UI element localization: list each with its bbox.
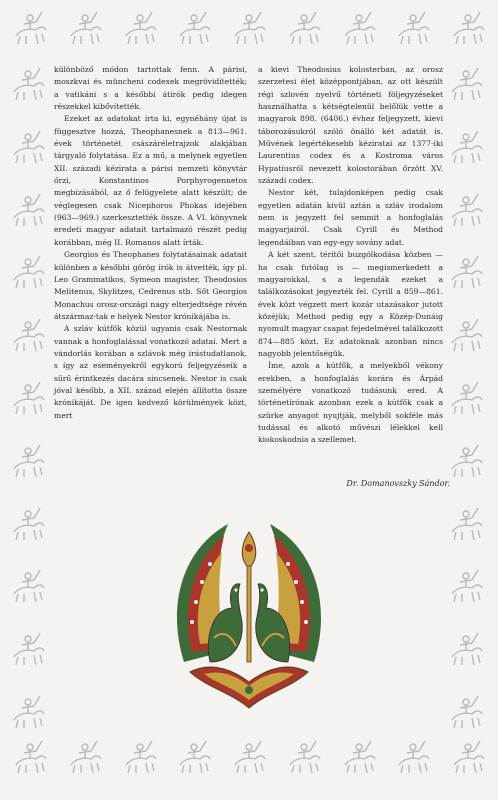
horse-rider-icon	[446, 313, 486, 355]
author-signature: Dr. Domanovszky Sándor.	[346, 479, 450, 488]
horse-rider-icon	[284, 6, 324, 48]
horse-rider-icon	[120, 735, 160, 777]
horse-rider-icon	[446, 564, 486, 606]
horse-rider-icon	[8, 125, 48, 167]
horse-rider-icon	[339, 735, 379, 777]
horse-rider-icon	[393, 6, 433, 48]
horse-rider-icon	[446, 188, 486, 230]
horse-rider-icon	[8, 439, 48, 481]
horse-rider-icon	[8, 502, 48, 544]
paragraph: különböző módon tartottak fenn. A párisi, moszkvai és müncheni codexek megrövidítették; a vatikáni s a későbbi átírók pedig idegen részekkel kibővítették.	[54, 65, 247, 112]
horse-rider-icon	[446, 690, 486, 732]
horse-rider-icon	[284, 735, 324, 777]
horse-rider-icon	[120, 6, 160, 48]
horse-rider-icon	[229, 6, 269, 48]
horse-rider-icon	[8, 62, 48, 104]
ornamental-border-top	[10, 6, 488, 58]
horse-rider-icon	[8, 188, 48, 230]
paragraph: A két szent, térítői buzgólkodása közben — ha csak futólag is — megismerkedett a magyarokkal, s a legendák ezeket a találkozásokat jegyezték fel. Cyrill a 859—861. évek közt végzett mert kozár utazásakor jutott közéjük; Method pedig egy a Közép-Dunáig nyomult magyar csapat fejedelmével találkozott 874—885 közt. Ez adatoknak azonban nincs nagyobb jelentőségük.	[258, 250, 443, 358]
text-column-left	[54, 64, 247, 422]
horse-rider-icon	[446, 376, 486, 418]
horse-rider-icon	[8, 376, 48, 418]
horse-rider-icon	[446, 502, 486, 544]
horse-rider-icon	[393, 735, 433, 777]
paragraph: Íme, azok a kútfők, a melyekből vékony erekben, a honfoglalás korára és Árpád személyére vonatkozó tudásunk ered. A történetírónak azonban ezek a kútfők csak a szürke anyagot nyujtják, melyből sokféle más tudással és alkotó művészi lélekkel kell kiokoskodnia a szellemet.	[258, 361, 443, 445]
horse-rider-icon	[448, 6, 488, 48]
paragraph: Georgios és Theophanes folytatásainak adatait különben a későbbi görög írók is átvették, így pl. Leo Grammatikos, Symeon magister, Theodosios Melitenus, Skylitzes, Cedrenus stb. Sőt Georgios Monachus orosz-országi nagy elterjedtsége révén átszármaz-tak e helyek Nestor krónikájába is.	[54, 250, 247, 321]
ornamental-border-right	[446, 62, 490, 732]
ornamental-border-bottom	[10, 735, 488, 791]
text-column-right	[258, 64, 443, 447]
peacock-emblem-icon	[170, 512, 328, 712]
paragraph: Nestor két, tulajdonképen pedig csak egyetlen adatán kívül aztán a szláv irodalom nem is jegyzett fel semmit a honfoglalás magyarjairól. Csak Cyrill és Method legendáiban van egy-egy sovány adat.	[258, 188, 443, 247]
horse-rider-icon	[229, 735, 269, 777]
horse-rider-icon	[65, 735, 105, 777]
horse-rider-icon	[8, 690, 48, 732]
paragraph: a kievi Theodosius kolosterban, az orosz szerzetesi élet középpontjában, az ott készült régi szlovén nyelvű történeti följegyzéseket használhatta s kétségtelenül belőlük vette a magyarok 898. (6406.) évhez feljegyzett, kievi táborozásukról szóló önálló két adatát is. Művének legértékesebb kéziratai az 1377-iki Laurentius codex és a Kostroma város Hypatiusról nevezett kolostorában őrzött XV. századi codex.	[258, 65, 443, 186]
horse-rider-icon	[446, 627, 486, 669]
paragraph: A szláv kútfők közül ugyanis csak Nestornak vannak a honfoglalással vonatkozó adatai. Mert a vándorlás korában a szlávok még írástudatlanok, s így az eseményekről egykorú feljegyzéseik a sűrű érintkezés dacára sincsenek. Nestor is csak jóval később, a XII. század elején állította össze krónikáját. De igen kedvező körülmények közt, mert	[54, 324, 247, 420]
horse-rider-icon	[339, 6, 379, 48]
horse-rider-icon	[8, 627, 48, 669]
horse-rider-icon	[446, 250, 486, 292]
paragraph: Ezeket az adatokat írta ki, egynéhány újat is függesztve hozzá, Theophanesnek a 813—961. évek történetét császáréletrajzok alakjában tárgyaló folytatása. Ez a mű, a melynek egyetlen XII. századi kézirata a párisi nemzeti könyvtár őrzi, Konstantinos Porphyrogennetos megbízásából, az ő felügyelete alatt készült; de véglegesen csak Nicephoros Phokas idejében (963—969.) szerkesztették össze. A VI. könyvnek eredeti magyar adatait tartalmazó részét pedig korábban, még II. Romanos alatt írták.	[54, 114, 247, 247]
horse-rider-icon	[10, 6, 50, 48]
horse-rider-icon	[446, 125, 486, 167]
ornamental-border-left	[8, 62, 52, 732]
horse-rider-icon	[174, 6, 214, 48]
horse-rider-icon	[174, 735, 214, 777]
horse-rider-icon	[8, 250, 48, 292]
horse-rider-icon	[446, 439, 486, 481]
horse-rider-icon	[448, 735, 488, 777]
horse-rider-icon	[10, 735, 50, 777]
horse-rider-icon	[8, 313, 48, 355]
horse-rider-icon	[65, 6, 105, 48]
horse-rider-icon	[446, 62, 486, 104]
horse-rider-icon	[8, 564, 48, 606]
